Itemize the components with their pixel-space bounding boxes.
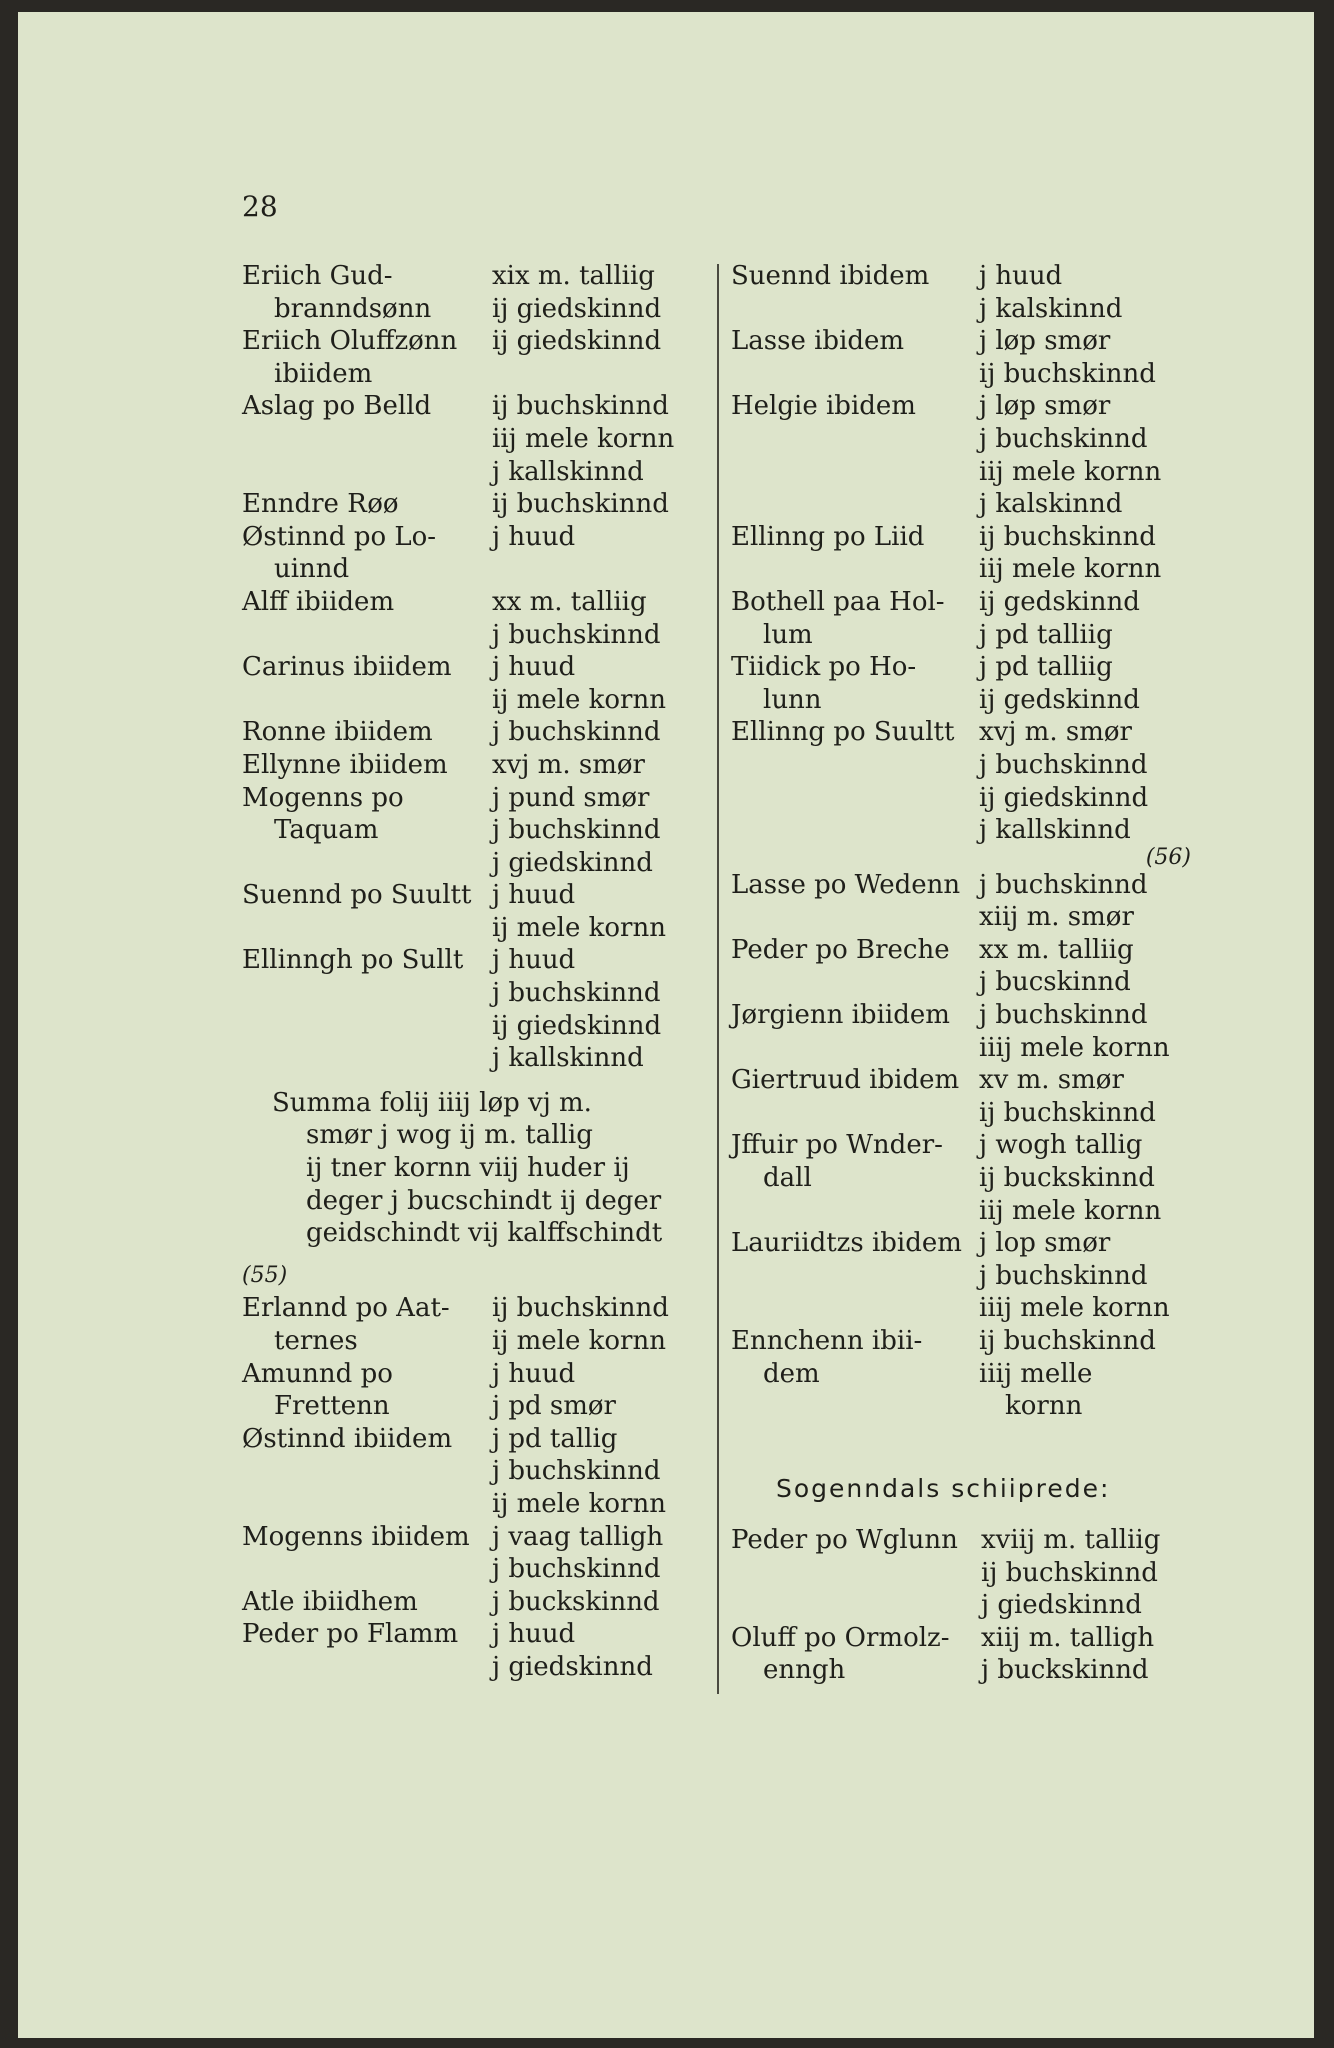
entry-row xyxy=(731,260,1201,325)
entry-name xyxy=(731,1622,981,1687)
section-heading: Sogenndals schiiprede: xyxy=(776,1474,1111,1503)
entry-name-line: Ellinngh po Sullt xyxy=(242,945,464,976)
entry-name-line: lunn xyxy=(763,684,822,715)
entry-name xyxy=(242,1423,492,1521)
entry-name-line: dem xyxy=(763,1358,820,1389)
entry-value: xx m. talliig xyxy=(492,586,647,617)
entry-value: ij mele kornn xyxy=(492,1488,666,1519)
entry-value: j buchskinnd xyxy=(979,423,1148,454)
right-column xyxy=(731,260,1201,1423)
entry-value: xiij m. smør xyxy=(979,902,1134,933)
entry-value: ij mele kornn xyxy=(492,912,666,943)
entry-value: ij buchskinnd xyxy=(979,358,1156,389)
entry-name-line: Jørgienn ibiidem xyxy=(731,1000,950,1031)
entry-value: iij mele kornn xyxy=(979,554,1162,585)
page-number: 28 xyxy=(242,190,278,223)
entry-row xyxy=(242,1618,722,1683)
entry-value: xviij m. talliig xyxy=(981,1525,1161,1555)
page-reference: (56) xyxy=(1145,844,1191,870)
entry-name xyxy=(731,586,979,651)
entry-row xyxy=(731,1325,1201,1423)
entry-name xyxy=(242,782,492,880)
entry-name-line: ibiidem xyxy=(274,358,373,389)
entry-name xyxy=(731,1227,979,1325)
entry-name-line: lum xyxy=(763,619,813,650)
entry-value: xvj m. smør xyxy=(979,717,1132,748)
entry-name-line: Giertruud ibidem xyxy=(731,1065,960,1096)
entry-value: xv m. smør xyxy=(979,1065,1124,1096)
entry-value: j buckskinnd xyxy=(492,1586,660,1617)
entry-value: ij buchskinnd xyxy=(492,1293,669,1324)
entry-value: j buchskinnd xyxy=(979,749,1148,780)
entry-values xyxy=(492,944,722,1074)
entry-value: iiij mele kornn xyxy=(979,1293,1170,1324)
entry-value: j giedskinnd xyxy=(492,847,653,878)
entry-values xyxy=(979,1129,1201,1227)
entry-value: iiij mele kornn xyxy=(979,1032,1170,1063)
entry-row xyxy=(731,1064,1201,1129)
entry-value: j huud xyxy=(492,1358,576,1389)
entry-name xyxy=(242,716,492,749)
entry-value: xix m. talliig xyxy=(492,261,655,291)
entry-value: j huud xyxy=(492,521,576,552)
entry-value: iiij melle xyxy=(979,1358,1093,1389)
summa-line: ij tner kornn viij huder ij xyxy=(306,1153,630,1184)
entry-values xyxy=(492,1586,722,1619)
entry-name-line: uinnd xyxy=(274,554,350,585)
entry-name-line: ternes xyxy=(274,1326,358,1356)
entry-values xyxy=(492,1358,722,1423)
entry-row xyxy=(731,651,1201,716)
left-column xyxy=(242,260,722,1684)
entry-name-line: Ronne ibiidem xyxy=(242,717,433,748)
entry-name-line: Mogenns ibiidem xyxy=(242,1521,470,1552)
entry-values xyxy=(979,999,1201,1064)
entry-name-line: branndsønn xyxy=(274,293,432,324)
entry-value: j giedskinnd xyxy=(492,1651,653,1682)
entry-value: j buchskinnd xyxy=(492,1554,661,1585)
entry-row xyxy=(242,651,722,716)
entry-values xyxy=(979,390,1201,520)
document-page xyxy=(18,12,1314,2038)
entry-value: j huud xyxy=(492,880,576,911)
right-entries xyxy=(731,260,1201,847)
entry-name xyxy=(731,934,979,999)
entry-value: j pd talliig xyxy=(979,619,1113,650)
entry-values xyxy=(979,260,1201,325)
entry-value: j huud xyxy=(979,261,1063,291)
entry-name-line: dall xyxy=(763,1163,812,1194)
entry-name-line: Suennd po Suultt xyxy=(242,880,472,911)
entry-name-line: Tiidick po Ho- xyxy=(731,652,917,683)
entry-value: j buchskinnd xyxy=(979,1000,1148,1031)
entry-values xyxy=(979,869,1201,934)
entry-name-line: Peder po Wglunn xyxy=(731,1525,958,1555)
entry-name-line: Oluff po Ormolz- xyxy=(731,1622,950,1653)
entry-name-line: Østinnd ibiidem xyxy=(242,1423,453,1454)
entry-name-line: Peder po Breche xyxy=(731,934,950,965)
entry-name-line: Ennchenn ibii- xyxy=(731,1326,923,1356)
entry-name-line: Lasse po Wedenn xyxy=(731,869,961,900)
entry-value: ij gedskinnd xyxy=(979,684,1140,715)
entry-value: iij mele kornn xyxy=(979,456,1162,487)
entry-row xyxy=(242,521,722,586)
entry-name xyxy=(731,260,979,325)
entry-name xyxy=(242,879,492,944)
entry-value: j pd smør xyxy=(492,1391,616,1422)
entry-value: ij giedskinnd xyxy=(492,326,662,357)
entry-value: ij buchskinnd xyxy=(979,521,1156,552)
entry-row xyxy=(242,1358,722,1423)
entry-row xyxy=(731,1129,1201,1227)
entry-name xyxy=(242,1292,492,1357)
entry-row xyxy=(731,390,1201,520)
entry-row xyxy=(242,716,722,749)
entry-value: ij mele kornn xyxy=(492,1326,666,1356)
entry-name-line: Peder po Flamm xyxy=(242,1619,459,1650)
entry-row xyxy=(242,260,722,325)
entry-name xyxy=(242,651,492,716)
entry-row xyxy=(731,325,1201,390)
entry-value: ij buchskinnd xyxy=(981,1557,1158,1588)
entry-value: j kallskinnd xyxy=(492,1043,644,1074)
entry-values xyxy=(979,934,1201,999)
entry-value: j kalskinnd xyxy=(979,489,1123,520)
entry-row xyxy=(242,782,722,880)
entry-value: j huud xyxy=(492,652,576,683)
entry-name-line: Frettenn xyxy=(274,1391,390,1422)
entry-values xyxy=(492,1618,722,1683)
entry-values xyxy=(492,488,722,521)
entry-values xyxy=(981,1524,1201,1622)
entry-row xyxy=(731,934,1201,999)
entry-value: ij buchskinnd xyxy=(979,1326,1156,1356)
entry-values xyxy=(979,586,1201,651)
entry-values xyxy=(979,651,1201,716)
entry-name xyxy=(731,1325,979,1423)
entry-name-line: Carinus ibiidem xyxy=(242,652,452,683)
entry-name-line: Helgie ibidem xyxy=(731,391,916,422)
entry-name-line: Aslag po Belld xyxy=(242,391,432,422)
entry-name-line: Lauriidtzs ibidem xyxy=(731,1228,962,1259)
entry-name xyxy=(731,1524,981,1622)
entry-name-line: Taquam xyxy=(274,815,379,846)
entry-row xyxy=(731,1227,1201,1325)
entry-name xyxy=(242,1586,492,1619)
entry-values xyxy=(981,1622,1201,1687)
entry-value: j kallskinnd xyxy=(492,456,644,487)
entry-value: ij giedskinnd xyxy=(492,293,662,324)
entry-row xyxy=(731,586,1201,651)
entry-row xyxy=(242,1292,722,1357)
entry-value: j wogh tallig xyxy=(979,1130,1143,1161)
entry-name xyxy=(242,325,492,390)
entry-name xyxy=(242,1618,492,1683)
entry-values xyxy=(492,1521,722,1586)
summa-line: deger j bucschindt ij deger xyxy=(306,1185,662,1216)
entry-values xyxy=(492,260,722,325)
entry-value: kornn xyxy=(1005,1391,1083,1422)
entry-values xyxy=(492,749,722,782)
entry-values xyxy=(979,1325,1201,1423)
entry-values xyxy=(979,716,1201,846)
entry-row xyxy=(242,749,722,782)
entry-name xyxy=(242,260,492,325)
entry-row xyxy=(242,1423,722,1521)
entry-row xyxy=(731,999,1201,1064)
entry-value: ij giedskinnd xyxy=(979,782,1149,813)
entry-value: j bucskinnd xyxy=(979,967,1131,998)
entry-value: j løp smør xyxy=(979,326,1111,357)
entry-name-line: Amunnd po xyxy=(242,1358,393,1389)
entry-name-line: Ellinng po Liid xyxy=(731,521,925,552)
entry-name-line: Bothell paa Hol- xyxy=(731,586,945,617)
entry-row xyxy=(242,879,722,944)
entry-name xyxy=(731,390,979,520)
entry-row xyxy=(242,325,722,390)
summa-paragraph xyxy=(242,1087,728,1250)
entry-value: ij giedskinnd xyxy=(492,1010,662,1041)
entry-values xyxy=(979,325,1201,390)
entry-values xyxy=(979,1227,1201,1325)
entry-value: j huud xyxy=(492,945,576,976)
entry-row xyxy=(731,521,1201,586)
entry-name xyxy=(242,1358,492,1423)
entry-value: ij buchskinnd xyxy=(492,391,669,422)
summa-line: smør j wog ij m. tallig xyxy=(306,1120,593,1151)
entry-value: j giedskinnd xyxy=(981,1590,1142,1621)
entry-row xyxy=(242,586,722,651)
entry-values xyxy=(492,521,722,586)
entry-value: j buchskinnd xyxy=(492,717,661,748)
entry-value: iij mele kornn xyxy=(492,423,675,454)
entry-value: j løp smør xyxy=(979,391,1111,422)
entry-value: j buchskinnd xyxy=(979,869,1148,900)
entry-row xyxy=(242,944,722,1074)
entry-row xyxy=(242,390,722,488)
entry-name xyxy=(731,651,979,716)
entry-value: j pd tallig xyxy=(492,1423,618,1454)
entry-name xyxy=(731,1129,979,1227)
summa-line: geidschindt vij kalffschindt xyxy=(306,1218,663,1249)
entry-value: xiij m. talligh xyxy=(981,1622,1155,1653)
entry-value: j buckskinnd xyxy=(981,1655,1149,1686)
left-entries-2 xyxy=(242,1292,722,1683)
entry-name-line: Østinnd po Lo- xyxy=(242,521,437,552)
entry-name xyxy=(731,325,979,390)
entry-value: j lop smør xyxy=(979,1228,1111,1259)
entry-name-line: Suennd ibidem xyxy=(731,261,930,291)
entry-name xyxy=(242,1521,492,1586)
entry-values xyxy=(492,390,722,488)
entry-name xyxy=(731,521,979,586)
entry-value: ij gedskinnd xyxy=(979,586,1140,617)
entry-value: xvj m. smør xyxy=(492,749,645,780)
entry-row xyxy=(731,716,1201,846)
entry-values xyxy=(492,879,722,944)
entry-value: j buchskinnd xyxy=(492,1456,661,1487)
entry-name-line: Ellinng po Suultt xyxy=(731,717,955,748)
entry-values xyxy=(492,782,722,880)
entry-name-line: Jffuir po Wnder- xyxy=(731,1130,943,1161)
entry-value: ij buchskinnd xyxy=(492,489,669,520)
entry-name-line: Alff ibiidem xyxy=(242,586,395,617)
entry-name xyxy=(731,1064,979,1129)
entry-value: iij mele kornn xyxy=(979,1195,1162,1226)
entry-values xyxy=(492,1292,722,1357)
entry-name xyxy=(242,749,492,782)
entry-value: xx m. talliig xyxy=(979,934,1134,965)
entry-row xyxy=(242,1586,722,1619)
entry-value: j buchskinnd xyxy=(492,815,661,846)
entry-name-line: Enndre Røø xyxy=(242,489,399,520)
entry-value: j vaag talligh xyxy=(492,1521,664,1552)
entry-value: j huud xyxy=(492,1619,576,1650)
entry-value: j pund smør xyxy=(492,782,650,813)
entry-value: j buchskinnd xyxy=(979,1260,1148,1291)
entry-name-line: Eriich Gud- xyxy=(242,261,393,291)
entry-row xyxy=(242,1521,722,1586)
entry-values xyxy=(492,651,722,716)
entry-value: ij buckskinnd xyxy=(979,1163,1155,1194)
entry-name xyxy=(242,488,492,521)
right-column-3 xyxy=(731,1524,1201,1687)
entry-name-line: enngh xyxy=(763,1655,846,1686)
entry-name xyxy=(242,944,492,1074)
page-reference: (55) xyxy=(242,1262,288,1288)
entry-values xyxy=(492,325,722,390)
entry-row xyxy=(731,1524,1201,1622)
entry-name-line: Lasse ibidem xyxy=(731,326,905,357)
entry-name-line: Erlannd po Aat- xyxy=(242,1293,450,1324)
entry-name-line: Ellynne ibiidem xyxy=(242,749,448,780)
entry-values xyxy=(492,716,722,749)
entry-value: ij buchskinnd xyxy=(979,1097,1156,1128)
entry-values xyxy=(492,1423,722,1521)
right-entries-2 xyxy=(731,869,1201,1423)
entry-value: j kallskinnd xyxy=(979,815,1131,846)
entry-value: j pd talliig xyxy=(979,652,1113,683)
entry-value: j kalskinnd xyxy=(979,293,1123,324)
entry-name xyxy=(731,869,979,934)
entry-values xyxy=(979,1064,1201,1129)
entry-name xyxy=(731,716,979,846)
entry-value: ij mele kornn xyxy=(492,684,666,715)
left-entries xyxy=(242,260,722,1075)
entry-name-line: Atle ibiidhem xyxy=(242,1586,418,1617)
entry-name xyxy=(242,586,492,651)
entry-row xyxy=(731,1622,1201,1687)
entry-row xyxy=(242,488,722,521)
entry-name xyxy=(242,521,492,586)
entry-name-line: Mogenns po xyxy=(242,782,404,813)
entry-name xyxy=(242,390,492,488)
entry-value: j buchskinnd xyxy=(492,619,661,650)
entry-values xyxy=(979,521,1201,586)
right-entries-3 xyxy=(731,1524,1201,1687)
entry-value: j buchskinnd xyxy=(492,978,661,1009)
summa-line: Summa folij iiij løp vj m. xyxy=(272,1087,592,1118)
entry-row xyxy=(731,869,1201,934)
entry-name-line: Eriich Oluffzønn xyxy=(242,326,458,357)
entry-values xyxy=(492,586,722,651)
entry-name xyxy=(731,999,979,1064)
